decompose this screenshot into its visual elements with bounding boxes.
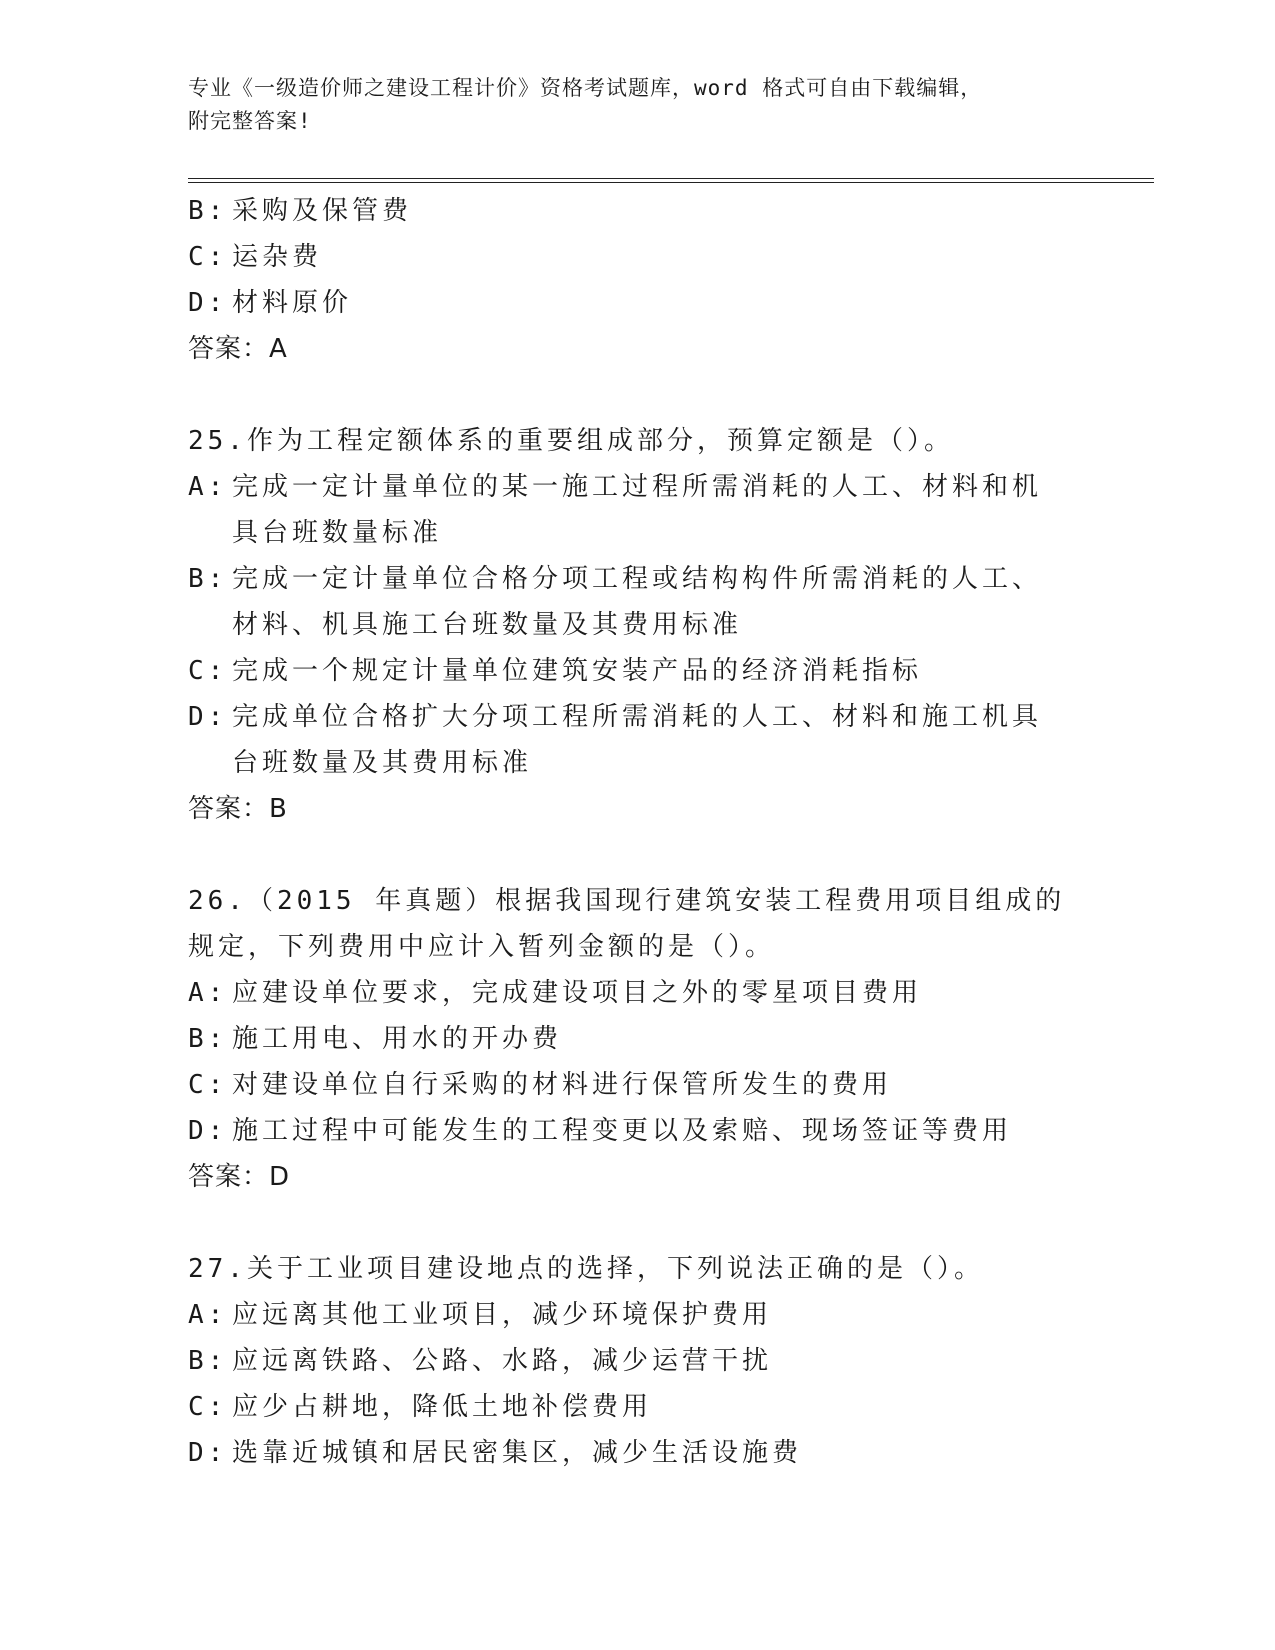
option-letter: B:	[188, 564, 228, 594]
header-line-1: 专业《一级造价师之建设工程计价》资格考试题库，word 格式可自由下载编辑，	[188, 76, 983, 100]
option-text: 应远离铁路、公路、水路，减少运营干扰	[232, 1346, 773, 1376]
previous-question-continuation	[188, 188, 1068, 372]
option-text: 运杂费	[232, 242, 323, 272]
option-c	[188, 234, 1068, 280]
option-d	[188, 1430, 1068, 1476]
option-letter: D:	[188, 1116, 228, 1146]
option-letter: A:	[188, 1300, 228, 1330]
document-body	[188, 188, 1068, 1476]
option-text: 施工过程中可能发生的工程变更以及索赔、现场签证等费用	[232, 1116, 1013, 1146]
option-a	[188, 970, 1068, 1016]
option-text: 完成单位合格扩大分项工程所需消耗的人工、材料和施工机具台班数量及其费用标准	[232, 702, 1043, 778]
header-double-rule	[188, 178, 1154, 183]
option-letter: A:	[188, 472, 228, 502]
option-a	[188, 464, 1068, 556]
option-d	[188, 280, 1068, 326]
question-26	[188, 878, 1068, 1200]
question-25	[188, 418, 1068, 832]
option-a	[188, 1292, 1068, 1338]
header-line-2: 附完整答案!	[188, 109, 312, 133]
answer-line: 答案：B	[188, 794, 288, 824]
question-stem: 25.作为工程定额体系的重要组成部分，预算定额是（）。	[188, 426, 954, 456]
option-text: 完成一定计量单位合格分项工程或结构构件所需消耗的人工、材料、机具施工台班数量及其费用标准	[232, 564, 1043, 640]
option-letter: C:	[188, 1392, 228, 1422]
spacer	[188, 372, 1068, 418]
option-text: 材料原价	[232, 288, 353, 318]
option-c	[188, 648, 1068, 694]
option-text: 选靠近城镇和居民密集区，减少生活设施费	[232, 1438, 803, 1468]
option-letter: A:	[188, 978, 228, 1008]
option-text: 应建设单位要求，完成建设项目之外的零星项目费用	[232, 978, 923, 1008]
question-stem: 26.（2015 年真题）根据我国现行建筑安装工程费用项目组成的规定，下列费用中应计入暂列金额的是（）。	[188, 886, 1066, 962]
spacer	[188, 832, 1068, 878]
option-letter: D:	[188, 1438, 228, 1468]
option-text: 完成一定计量单位的某一施工过程所需消耗的人工、材料和机具台班数量标准	[232, 472, 1043, 548]
option-b	[188, 1338, 1068, 1384]
question-stem: 27.关于工业项目建设地点的选择，下列说法正确的是（）。	[188, 1254, 984, 1284]
option-text: 应远离其他工业项目，减少环境保护费用	[232, 1300, 773, 1330]
option-letter: B:	[188, 1024, 228, 1054]
option-d	[188, 1108, 1068, 1154]
option-c	[188, 1062, 1068, 1108]
answer-line: 答案：A	[188, 334, 288, 364]
option-letter: B:	[188, 1346, 228, 1376]
option-letter: C:	[188, 242, 228, 272]
option-b	[188, 1016, 1068, 1062]
option-text: 采购及保管费	[232, 196, 413, 226]
option-c	[188, 1384, 1068, 1430]
option-letter: C:	[188, 1070, 228, 1100]
answer-line: 答案：D	[188, 1162, 291, 1192]
option-d	[188, 694, 1068, 786]
option-letter: D:	[188, 702, 228, 732]
option-b	[188, 556, 1068, 648]
question-27	[188, 1246, 1068, 1476]
document-header	[188, 72, 1068, 138]
option-text: 对建设单位自行采购的材料进行保管所发生的费用	[232, 1070, 893, 1100]
option-b	[188, 188, 1068, 234]
option-letter: D:	[188, 288, 228, 318]
option-letter: C:	[188, 656, 228, 686]
spacer	[188, 1200, 1068, 1246]
option-text: 应少占耕地，降低土地补偿费用	[232, 1392, 653, 1422]
option-text: 完成一个规定计量单位建筑安装产品的经济消耗指标	[232, 656, 923, 686]
option-text: 施工用电、用水的开办费	[232, 1024, 563, 1054]
option-letter: B:	[188, 196, 228, 226]
